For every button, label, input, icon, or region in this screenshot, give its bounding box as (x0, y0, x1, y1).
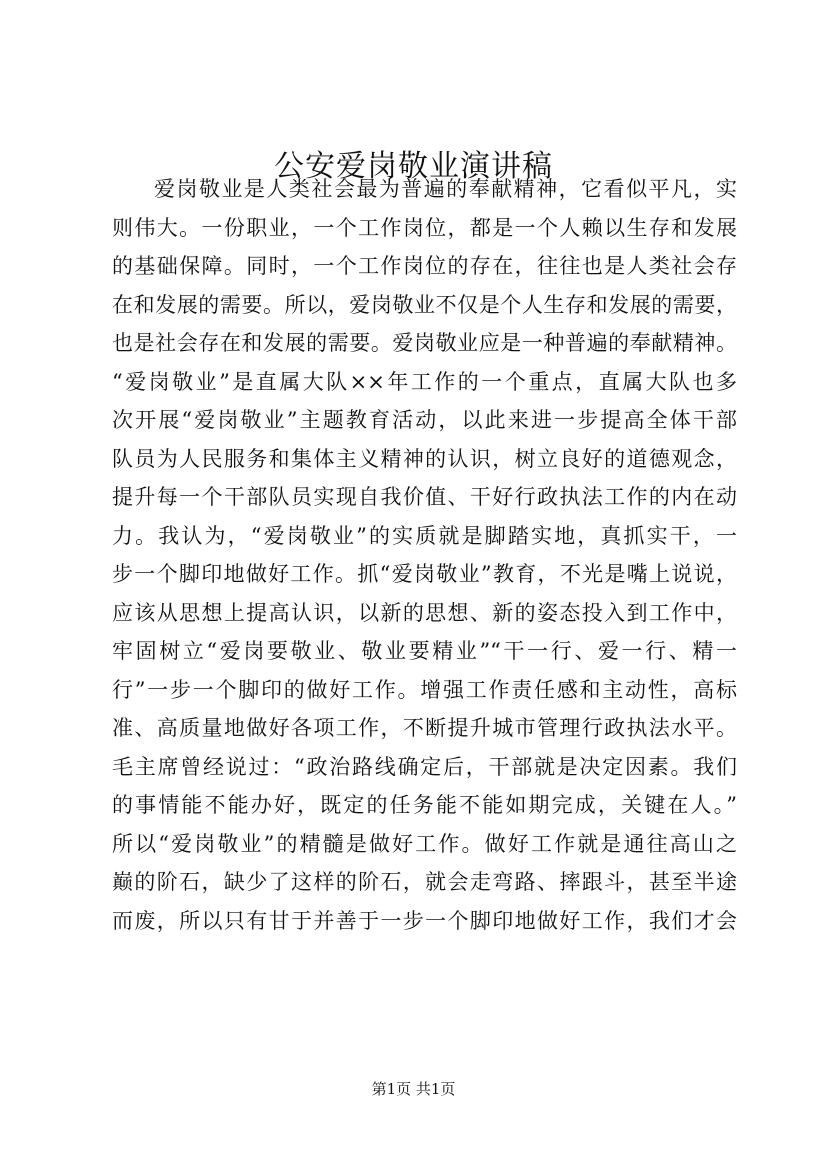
body-line: 在和发展的需要。所以，爱岗敬业不仅是个人生存和发展的需要， (112, 292, 737, 317)
body-line: 而废，所以只有甘于并善于一步一个脚印地做好工作，我们才会 (112, 908, 737, 933)
body-line: 所以“爱岗敬业”的精髓是做好工作。做好工作就是通往高山之 (112, 831, 737, 856)
body-line: 力。我认为，“爱岗敬业”的实质就是脚踏实地，真抓实干，一 (112, 523, 737, 548)
body-line: 次开展“爱岗敬业”主题教育活动，以此来进一步提高全体干部 (112, 408, 737, 432)
body-line: 也是社会存在和发展的需要。爱岗敬业应是一种普遍的奉献精神。 (112, 331, 737, 355)
body-line: 的基础保障。同时，一个工作岗位的存在，往往也是人类社会存 (112, 254, 737, 278)
body-line: 步一个脚印地做好工作。抓“爱岗敬业”教育，不光是嘴上说说， (112, 562, 737, 586)
body-line: 牢固树立“爱岗要敬业、敬业要精业”“干一行、爱一行、精一 (112, 639, 737, 663)
body-line: 准、高质量地做好各项工作，不断提升城市管理行政执法水平。 (112, 716, 737, 740)
body-line: 应该从思想上提高认识，以新的思想、新的姿态投入到工作中， (112, 600, 737, 625)
body-line: “爱岗敬业”是直属大队××年工作的一个重点，直属大队也多 (112, 369, 737, 394)
body-line: 队员为人民服务和集体主义精神的认识，树立良好的道德观念， (112, 446, 737, 471)
body-line: 行”一步一个脚印的做好工作。增强工作责任感和主动性，高标 (112, 677, 737, 702)
page-footer: 第1页 共1页 (371, 1080, 456, 1098)
body-line: 毛主席曾经说过：“政治路线确定后，干部就是决定因素。我们 (112, 754, 737, 779)
document-body (112, 170, 737, 940)
body-line: 的事情能不能办好，既定的任务能不能如期完成，关键在人。” (112, 793, 737, 817)
body-line: 则伟大。一份职业，一个工作岗位，都是一个人赖以生存和发展 (112, 215, 737, 240)
body-line: 巅的阶石，缺少了这样的阶石，就会走弯路、摔跟斗，甚至半途 (112, 870, 737, 894)
body-line: 爱岗敬业是人类社会最为普遍的奉献精神，它看似平凡，实 (154, 177, 737, 201)
body-line: 提升每一个干部队员实现自我价值、干好行政执法工作的内在动 (112, 485, 737, 509)
document-title: 公安爱岗敬业演讲稿 (274, 149, 553, 184)
